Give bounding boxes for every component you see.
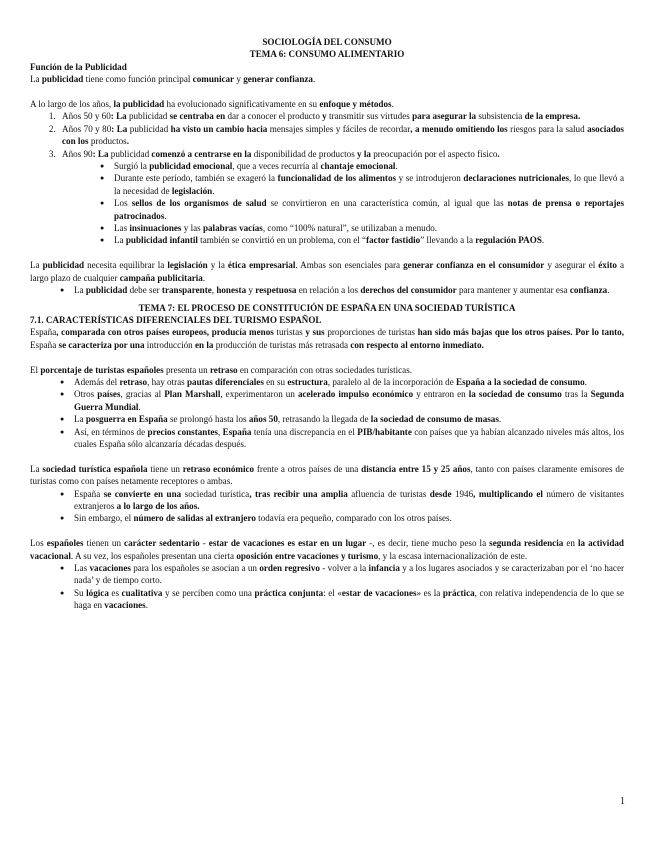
bold-text: con respecto al entorno inmediato.: [348, 339, 484, 350]
text: .: [164, 210, 167, 221]
text: .: [395, 161, 398, 172]
text: La: [114, 235, 126, 246]
text: Otros: [74, 389, 98, 400]
text: afluencia de turistas: [351, 488, 427, 499]
bold-text: años 50: [248, 414, 278, 425]
text: y: [246, 285, 256, 296]
bold-text: : La: [92, 148, 111, 159]
section-7-1-heading: 7.1. CARACTERÍSTICAS DIFERENCIALES DEL TURISMO ESPAÑOL: [30, 314, 322, 325]
bold-text: en la: [192, 339, 216, 350]
list-item: [100, 222, 624, 234]
paragraph: [30, 73, 624, 85]
text: , que a veces recurría al: [232, 161, 321, 172]
text: en comparación con otras sociedades turísticas.: [237, 364, 413, 375]
bold-text: y la: [354, 148, 374, 159]
text: y la: [207, 260, 228, 271]
text: .: [312, 74, 316, 85]
bullet-list: [30, 376, 624, 450]
text: Años 70 y 80: [62, 123, 112, 134]
text: España: [30, 339, 57, 350]
bold-text: españoles: [46, 538, 84, 549]
list-item: [100, 160, 624, 172]
text: tiene como función principal: [83, 74, 193, 85]
bold-text: generar confianza en el consumidor: [403, 260, 545, 271]
text: turistas: [276, 327, 303, 338]
bold-text: legislación: [171, 185, 213, 196]
text: tienen un: [83, 538, 125, 549]
text: La: [30, 260, 43, 271]
bold-text: orden regresivo: [259, 562, 320, 573]
paragraph: [30, 259, 624, 284]
bold-text: vacaciones: [89, 562, 131, 573]
text: La: [30, 463, 43, 474]
bold-text: número de salidas al extranjero: [133, 513, 256, 524]
text: producción de turistas más retrasada: [215, 339, 349, 350]
bold-text: ha visto un cambio hacia: [168, 123, 270, 134]
paragraph: [30, 463, 624, 488]
bold-text: publicidad: [42, 260, 85, 271]
text: transmitir sus virtudes: [328, 111, 410, 122]
list-item: [100, 172, 624, 197]
text: Surgió la: [114, 161, 150, 172]
paragraph: [30, 537, 624, 562]
text: Los: [114, 198, 132, 209]
bold-text: publicidad infantil: [125, 235, 198, 246]
text: en relación a los: [296, 285, 361, 296]
text: .: [498, 414, 502, 425]
bold-text: distancia entre 15 y 25 años: [361, 463, 471, 474]
bold-text: práctica: [442, 587, 475, 598]
text: Sin embargo, el: [74, 513, 134, 524]
list-item: [58, 148, 624, 247]
text: a largo plazo de cualquier: [30, 260, 624, 283]
list-item: [60, 426, 624, 451]
bullet-list: [62, 160, 624, 247]
text: riesgos para la salud: [510, 123, 585, 134]
text: frente a otros países de una: [254, 463, 362, 474]
bold-text: insinuaciones: [129, 223, 182, 234]
list-item: [60, 388, 624, 413]
text: subsistencia: [478, 111, 523, 122]
bold-text: la publicidad: [113, 99, 165, 110]
bold-text: publicidad emocional: [149, 161, 233, 172]
text: introducción: [146, 339, 193, 350]
list-item: [60, 512, 624, 524]
text: , gracias al: [120, 389, 165, 400]
bold-text: retraso económico: [182, 463, 255, 474]
text: productos: [90, 136, 127, 147]
bullet-list: [30, 562, 624, 612]
text: , retrasando la llegada de: [277, 414, 371, 425]
text: ,: [217, 426, 223, 437]
list-item: [60, 562, 624, 587]
text: , y la escasa internacionalización de este.: [378, 550, 528, 561]
bold-text: publicidad: [41, 74, 84, 85]
text: y entraron en: [413, 389, 469, 400]
bold-text: países: [97, 389, 121, 400]
text: también se convirtió en un problema, con el “: [197, 235, 367, 246]
bold-text: notas de prensa o reportajes patrocinados: [114, 198, 624, 221]
text: y se introdujeron: [396, 173, 464, 184]
text: publicidad: [128, 111, 168, 122]
bold-text: para asegurar la: [409, 111, 479, 122]
bold-text: Plan Marshall: [164, 389, 221, 400]
text: todavía era pequeño, comparado con los otros países.: [255, 513, 452, 524]
bold-text: estructura: [287, 376, 328, 387]
bold-text: transparente: [161, 285, 212, 296]
text: , con relativa independencia de lo que se haga en: [74, 587, 624, 611]
text: con países que ya habían alcanzado niveles más altos, los cuales España sólo alcanzaría décadas después.: [74, 426, 625, 449]
text: : el «: [323, 587, 342, 598]
text: A lo largo de los años,: [30, 99, 114, 110]
list-item: [60, 413, 624, 425]
bold-text: la sociedad de consumo: [468, 389, 562, 400]
text: , como “100% natural”, se utilizaban a menudo.: [262, 223, 438, 234]
bold-text: funcionalidad de los alimentos: [277, 173, 397, 184]
bold-text: estar de vacaciones: [341, 587, 417, 598]
text: para los españoles se asocian a un: [130, 562, 260, 573]
bold-text: confianza: [569, 285, 608, 296]
text: sociedad turística: [184, 488, 250, 499]
bold-text: comunicar: [192, 74, 235, 85]
text: mensajes simples y fáciles de recordar: [269, 123, 411, 134]
bold-text: acelerado impulso económico: [297, 389, 414, 400]
text: .: [541, 235, 545, 246]
bold-text: pautas diferenciales: [186, 376, 264, 387]
text: España: [30, 327, 57, 338]
bold-text: a lo largo de los años.: [114, 500, 200, 511]
bold-text: desde: [426, 488, 455, 499]
bold-text: cualitativa: [121, 587, 163, 598]
bold-text: honesta: [216, 285, 247, 296]
text: se prolongó hasta los: [167, 414, 249, 425]
topic-7-heading: TEMA 7: EL PROCESO DE CONSTITUCIÓN DE ESPAÑA EN UNA SOCIEDAD TURÍSTICA: [138, 302, 516, 313]
bold-text: comenzó a centrarse en la: [149, 148, 254, 159]
bold-text: infancia: [368, 562, 400, 573]
text: y las: [181, 223, 203, 234]
text: , tanto con países claramente emisores de turistas como con países netamente receptores o ambas.: [30, 463, 624, 487]
bullet-list: [30, 284, 624, 296]
text: , lo que llevó a la necesidad de: [114, 173, 625, 196]
course-title: SOCIOLOGÍA DEL CONSUMO: [262, 37, 392, 47]
list-item: [58, 110, 624, 122]
bold-text: , comparada con otros países europeos, producía menos: [56, 327, 277, 338]
bold-text: derechos del consumidor: [360, 285, 457, 296]
text: España: [74, 488, 101, 499]
text: necesita equilibrar la: [84, 260, 168, 271]
text: debe ser: [127, 285, 162, 296]
text: Su: [74, 587, 87, 598]
text: .: [145, 600, 148, 611]
list-item: [60, 376, 624, 388]
bold-text: PIB/habitante: [357, 426, 412, 437]
bold-text: éxito: [598, 260, 617, 271]
bold-text: sociedad turística española: [42, 463, 148, 474]
bold-text: se centraba en: [167, 111, 228, 122]
bold-text: segunda residencia: [489, 538, 564, 549]
text: disponibilidad de productos: [253, 148, 355, 159]
bold-text: campaña publicitaria: [119, 272, 203, 283]
bold-text: : La: [111, 123, 130, 134]
text: .: [391, 99, 394, 110]
bold-text: : La: [110, 111, 129, 122]
bold-text: publicidad: [85, 285, 128, 296]
text: ,: [211, 285, 217, 296]
bullet-list: [30, 488, 624, 525]
text: Durante este período, también se exageró la: [114, 173, 278, 184]
text: .: [584, 376, 587, 387]
bold-text: respetuosa: [255, 285, 297, 296]
bold-text: sellos de los organismos de salud: [131, 198, 267, 209]
text: , paralelo al de la incorporación de: [327, 376, 457, 387]
text: y a los lugares asociados y se caracterizaban por el ‘no hacer nada’ y de tiempo corto.: [74, 562, 625, 586]
text: , hay otras: [147, 376, 187, 387]
text: .: [607, 285, 610, 296]
bold-text: Segunda Guerra Mundial: [74, 389, 625, 412]
bold-text: han sido más bajas que los otros países. Por lo tanto,: [414, 327, 625, 338]
bold-text: y: [319, 111, 329, 122]
bold-text: .: [497, 148, 500, 159]
text: . Ambas son esenciales para: [295, 260, 404, 271]
numbered-list: [30, 110, 624, 246]
bold-text: se convierte en una: [100, 488, 185, 499]
bold-text: palabras vacías: [202, 223, 263, 234]
bold-text: , tras recibir una amplia: [249, 488, 352, 499]
list-item: [60, 488, 624, 513]
text: .: [138, 401, 141, 412]
text: Años 50 y 60: [62, 111, 111, 122]
text: dar a conocer el producto: [227, 111, 320, 122]
bold-text: enfoque y métodos: [319, 99, 392, 110]
bold-text: asociados con los: [62, 123, 624, 147]
list-item: [60, 284, 624, 296]
text: tras la: [561, 389, 591, 400]
text: La: [30, 74, 42, 85]
text: ha evolucionado significativamente en su: [164, 99, 320, 110]
bold-text: se caracteriza por una: [56, 339, 147, 350]
bold-text: retraso: [209, 364, 238, 375]
bold-text: chantaje emocional: [320, 161, 396, 172]
text: y asegurar el: [544, 260, 599, 271]
bold-text: porcentaje de turistas españoles: [40, 364, 164, 375]
list-item: [100, 234, 624, 246]
text: .: [212, 185, 215, 196]
list-item: [58, 123, 624, 148]
text: -: [199, 538, 209, 549]
text: Las: [74, 562, 90, 573]
text: preocupación por el aspecto físico: [373, 148, 498, 159]
text: en su: [263, 376, 288, 387]
bold-text: , multiplicando el: [473, 488, 547, 499]
bold-text: precios constantes: [147, 426, 218, 437]
paragraph: [30, 364, 624, 376]
text: en: [563, 538, 578, 549]
bold-text: declaraciones nutricionales: [463, 173, 570, 184]
text: y se perciben como una: [162, 587, 255, 598]
bold-text: legislación: [167, 260, 208, 271]
bold-text: carácter sedentario: [124, 538, 200, 549]
text: La: [74, 414, 86, 425]
text: presenta un: [163, 364, 210, 375]
bold-text: y sus: [302, 327, 328, 338]
bold-text: España: [222, 426, 252, 437]
text: . A su vez, los españoles presentan una cierta: [70, 550, 237, 561]
text: ” llevando a la: [420, 235, 476, 246]
bold-text: lógica: [86, 587, 109, 598]
bold-text: factor fastidio: [366, 235, 421, 246]
text: - volver a la: [319, 562, 369, 573]
bold-text: la actividad vacacional: [30, 538, 624, 561]
list-item-text: [62, 149, 500, 159]
paragraph: [30, 98, 624, 110]
bold-text: España a la sociedad de consumo: [456, 376, 585, 387]
text: 1946: [454, 488, 474, 499]
bold-text: de la empresa.: [522, 111, 581, 122]
text: » es la: [416, 587, 443, 598]
text: El: [30, 364, 41, 375]
bold-text: práctica conjunta: [254, 587, 324, 598]
document-page: [30, 36, 624, 612]
text: y: [234, 74, 244, 85]
bold-text: generar confianza: [243, 74, 313, 85]
topic-6-heading: TEMA 6: CONSUMO ALIMENTARIO: [249, 49, 405, 60]
text: tiene un: [147, 463, 183, 474]
text: .: [202, 272, 206, 283]
section-advertising-function: Función de la Publicidad: [30, 61, 127, 72]
text: se convirtieron en una característica común, al igual que las: [266, 198, 508, 209]
text: Años 90: [62, 148, 93, 159]
text: Los: [30, 538, 47, 549]
text: es: [108, 587, 122, 598]
bold-text: oposición entre vacaciones y turismo: [236, 550, 379, 561]
bold-text: , a menudo omitiendo los: [410, 123, 511, 134]
text: Así, en términos de: [74, 426, 148, 437]
bold-text: estar de vacaciones es estar en un lugar: [208, 538, 367, 549]
text: tenía una discrepancia en el: [251, 426, 358, 437]
text: La: [74, 285, 86, 296]
text: Las: [114, 223, 130, 234]
text: , experimentaron un: [220, 389, 298, 400]
list-item: [100, 197, 624, 222]
bold-text: regulación PAOS: [475, 235, 542, 246]
bold-text: .: [126, 136, 129, 147]
paragraph: [30, 326, 624, 351]
bold-text: la sociedad de consumo de masas: [370, 414, 499, 425]
bold-text: posguerra en España: [85, 414, 168, 425]
text: -, es decir, tiene mucho peso la: [366, 538, 490, 549]
text: Además del: [74, 376, 120, 387]
page-number: 1: [620, 796, 625, 807]
text: número de visitantes extranjeros: [74, 488, 624, 511]
text: para mantener y aumentar esa: [456, 285, 570, 296]
bold-text: retraso: [119, 376, 148, 387]
text: proporciones de turistas: [327, 327, 415, 338]
bold-text: vacaciones: [104, 600, 146, 611]
text: publicidad: [129, 123, 169, 134]
list-item: [60, 587, 624, 612]
text: publicidad: [110, 148, 150, 159]
bold-text: ética empresarial: [227, 260, 296, 271]
